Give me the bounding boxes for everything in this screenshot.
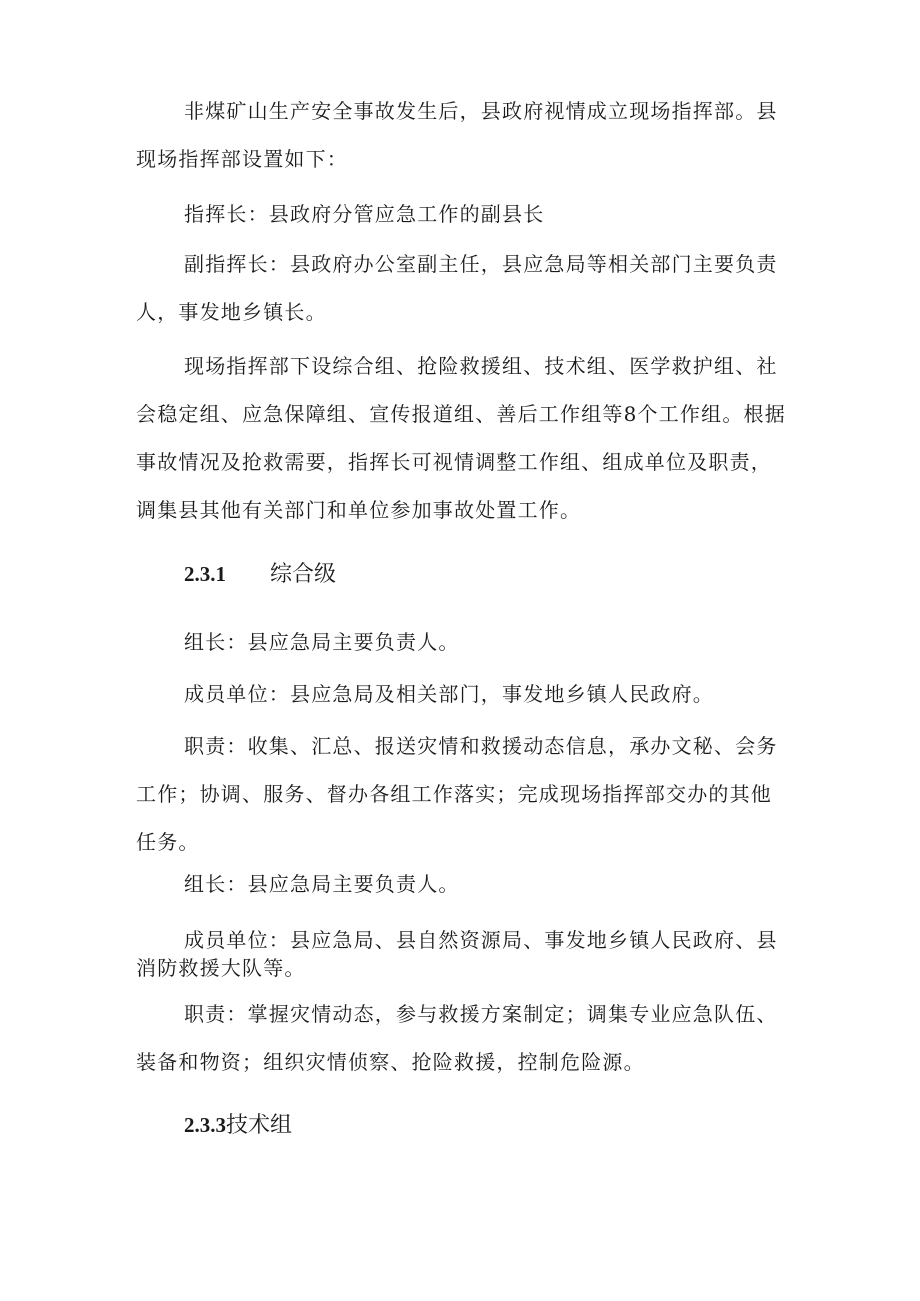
paragraph-duties-1: 职责：收集、汇总、报送灾情和救援动态信息，承办文秘、会务工作；协调、服务、督办各组工作落实；完成现场指挥部交办的其他任务。 — [136, 734, 778, 854]
section-heading-2-3-1 — [184, 557, 336, 588]
section-title: 技术组 — [226, 1113, 293, 1138]
section-title: 综合级 — [270, 562, 337, 587]
section-heading-2-3-3 — [184, 1108, 292, 1139]
paragraph-group-leader-1: 组长：县应急局主要负责人。 — [184, 630, 460, 654]
paragraph-intro: 非煤矿山生产安全事故发生后，县政府视情成立现场指挥部。县现场指挥部设置如下： — [136, 99, 778, 171]
section-number: 2.3.1 — [184, 562, 226, 586]
paragraph-member-units-2: 成员单位：县应急局、县自然资源局、事发地乡镇人民政府、县消防救援大队等。 — [136, 928, 778, 980]
paragraph-commander: 指挥长：县政府分管应急工作的副县长 — [184, 202, 545, 226]
paragraph-deputy-commander: 副指挥长：县政府办公室副主任，县应急局等相关部门主要负责人，事发地乡镇长。 — [136, 252, 778, 324]
section-number: 2.3.3 — [184, 1113, 226, 1137]
paragraph-working-groups: 现场指挥部下设综合组、抢险救援组、技术组、医学救护组、社会稳定组、应急保障组、宣传报道组、善后工作组等8个工作组。根据事故情况及抢救需要，指挥长可视情调整工作组、组成单位及职责，调集县其他有关部门和单位参加事故处置工作。 — [136, 354, 786, 522]
paragraph-duties-2: 职责：掌握灾情动态，参与救援方案制定；调集专业应急队伍、装备和物资；组织灾情侦察、抢险救援，控制危险源。 — [136, 1002, 778, 1074]
paragraph-member-units-1: 成员单位：县应急局及相关部门，事发地乡镇人民政府。 — [184, 682, 714, 706]
paragraph-group-leader-2: 组长：县应急局主要负责人。 — [184, 872, 460, 896]
